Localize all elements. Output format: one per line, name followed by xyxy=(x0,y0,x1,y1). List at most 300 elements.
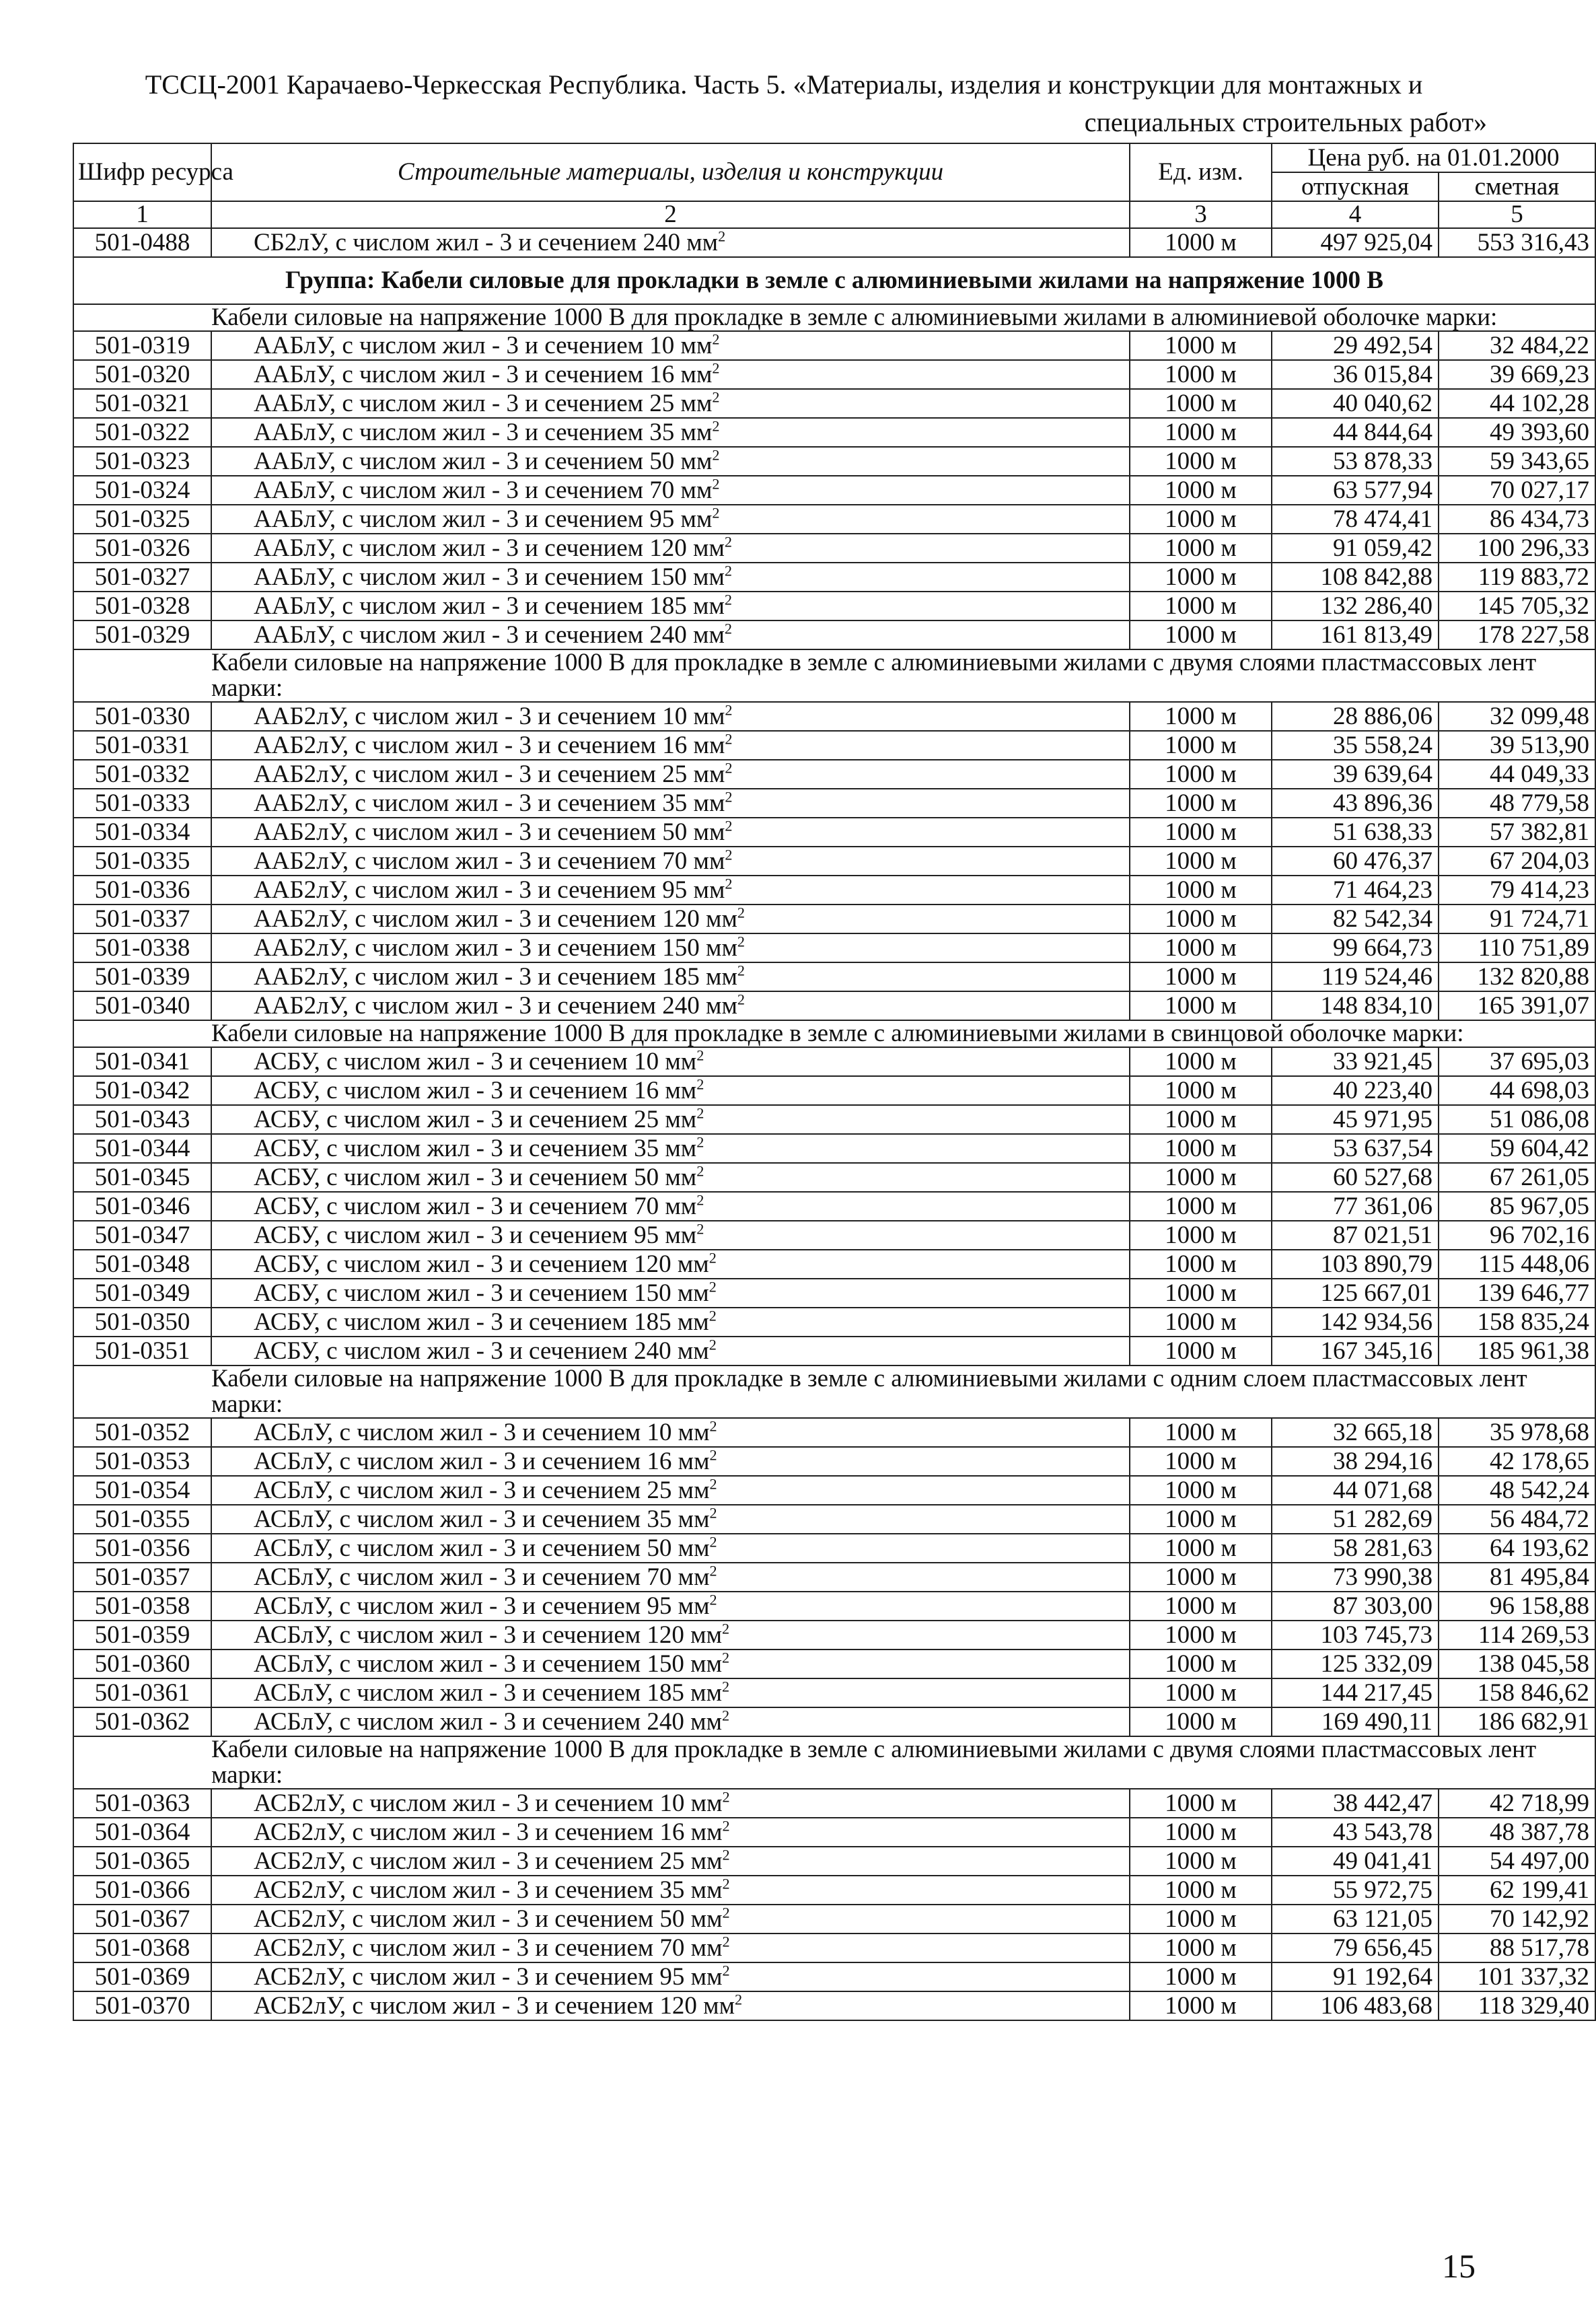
estimate-price: 37 695,03 xyxy=(1439,1047,1595,1076)
resource-code: 501-0350 xyxy=(73,1308,211,1337)
resource-code: 501-0358 xyxy=(73,1592,211,1621)
unit: 1000 м xyxy=(1130,1621,1272,1650)
estimate-price: 70 142,92 xyxy=(1439,1905,1595,1934)
resource-code: 501-0337 xyxy=(73,905,211,933)
section-heading: Кабели силовые на напряжение 1000 В для прокладке в земле с алюминиевыми жилами с одним слоем пластмассовых лент марки: xyxy=(73,1366,1595,1418)
release-price: 44 071,68 xyxy=(1272,1476,1439,1505)
unit: 1000 м xyxy=(1130,418,1272,447)
unit: 1000 м xyxy=(1130,228,1272,257)
release-price: 36 015,84 xyxy=(1272,360,1439,389)
unit: 1000 м xyxy=(1130,818,1272,847)
material-name: ААБлУ, с числом жил - 3 и сечением 120 $мм^2$ xyxy=(211,534,1130,563)
estimate-price: 62 199,41 xyxy=(1439,1876,1595,1905)
material-name: АСБлУ, с числом жил - 3 и сечением 120 $мм^2$ xyxy=(211,1621,1130,1650)
material-name: АСБлУ, с числом жил - 3 и сечением 35 $мм^2$ xyxy=(211,1505,1130,1534)
release-price: 43 543,78 xyxy=(1272,1818,1439,1847)
table-row xyxy=(73,1962,1595,1991)
col-number: 5 xyxy=(1439,201,1595,228)
estimate-price: 114 269,53 xyxy=(1439,1621,1595,1650)
col-number: 4 xyxy=(1272,201,1439,228)
unit: 1000 м xyxy=(1130,1279,1272,1308)
material-name: АСБУ, с числом жил - 3 и сечением 240 $мм^2$ xyxy=(211,1337,1130,1366)
section-heading-row xyxy=(73,304,1595,331)
col-number: 2 xyxy=(211,201,1130,228)
material-name: АСБлУ, с числом жил - 3 и сечением 70 $мм^2$ xyxy=(211,1563,1130,1592)
resource-code: 501-0321 xyxy=(73,389,211,418)
estimate-price: 81 495,84 xyxy=(1439,1563,1595,1592)
material-name: АСБ2лУ, с числом жил - 3 и сечением 35 $мм^2$ xyxy=(211,1876,1130,1905)
table-row xyxy=(73,818,1595,847)
release-price: 71 464,23 xyxy=(1272,876,1439,905)
resource-code: 501-0353 xyxy=(73,1447,211,1476)
release-price: 53 637,54 xyxy=(1272,1134,1439,1163)
unit: 1000 м xyxy=(1130,1308,1272,1337)
material-name: АСБ2лУ, с числом жил - 3 и сечением 50 $мм^2$ xyxy=(211,1905,1130,1934)
release-price: 29 492,54 xyxy=(1272,331,1439,360)
release-price: 73 990,38 xyxy=(1272,1563,1439,1592)
column-numbers-row xyxy=(73,201,1595,228)
estimate-price: 44 102,28 xyxy=(1439,389,1595,418)
material-name: АСБУ, с числом жил - 3 и сечением 10 $мм^2$ xyxy=(211,1047,1130,1076)
table-row xyxy=(73,1308,1595,1337)
estimate-price: 42 718,99 xyxy=(1439,1789,1595,1818)
release-price: 63 121,05 xyxy=(1272,1905,1439,1934)
estimate-price: 186 682,91 xyxy=(1439,1707,1595,1736)
material-name: АСБУ, с числом жил - 3 и сечением 120 $мм^2$ xyxy=(211,1250,1130,1279)
table-row xyxy=(73,1047,1595,1076)
resource-code: 501-0348 xyxy=(73,1250,211,1279)
unit: 1000 м xyxy=(1130,1592,1272,1621)
unit: 1000 м xyxy=(1130,760,1272,789)
release-price: 39 639,64 xyxy=(1272,760,1439,789)
estimate-price: 35 978,68 xyxy=(1439,1418,1595,1447)
document-title xyxy=(74,66,1494,141)
release-price: 148 834,10 xyxy=(1272,991,1439,1020)
estimate-price: 57 382,81 xyxy=(1439,818,1595,847)
estimate-price: 56 484,72 xyxy=(1439,1505,1595,1534)
resource-code: 501-0357 xyxy=(73,1563,211,1592)
release-price: 55 972,75 xyxy=(1272,1876,1439,1905)
material-name: ААБ2лУ, с числом жил - 3 и сечением 185 $мм^2$ xyxy=(211,962,1130,991)
resource-code: 501-0362 xyxy=(73,1707,211,1736)
table-row xyxy=(73,702,1595,731)
table-row xyxy=(73,876,1595,905)
table-row xyxy=(73,534,1595,563)
material-name: АСБлУ, с числом жил - 3 и сечением 240 $мм^2$ xyxy=(211,1707,1130,1736)
resource-code: 501-0338 xyxy=(73,933,211,962)
col-number: 1 xyxy=(73,201,211,228)
resource-code: 501-0354 xyxy=(73,1476,211,1505)
unit: 1000 м xyxy=(1130,702,1272,731)
material-name: АСБУ, с числом жил - 3 и сечением 50 $мм^2$ xyxy=(211,1163,1130,1192)
resource-code: 501-0356 xyxy=(73,1534,211,1563)
unit: 1000 м xyxy=(1130,1991,1272,2020)
unit: 1000 м xyxy=(1130,1047,1272,1076)
release-price: 87 021,51 xyxy=(1272,1221,1439,1250)
release-price: 91 192,64 xyxy=(1272,1962,1439,1991)
estimate-price: 158 846,62 xyxy=(1439,1678,1595,1707)
resource-code: 501-0369 xyxy=(73,1962,211,1991)
title-line-2: специальных строительных работ» xyxy=(1084,107,1487,137)
resource-code: 501-0343 xyxy=(73,1105,211,1134)
table-row xyxy=(73,991,1595,1020)
section-heading: Кабели силовые на напряжение 1000 В для прокладке в земле с алюминиевыми жилами в алюминиевой оболочке марки: xyxy=(73,304,1595,331)
release-price: 169 490,11 xyxy=(1272,1707,1439,1736)
material-name: ААБлУ, с числом жил - 3 и сечением 185 $мм^2$ xyxy=(211,592,1130,620)
estimate-price: 48 542,24 xyxy=(1439,1476,1595,1505)
estimate-price: 139 646,77 xyxy=(1439,1279,1595,1308)
release-price: 35 558,24 xyxy=(1272,731,1439,760)
material-name: АСБ2лУ, с числом жил - 3 и сечением 10 $мм^2$ xyxy=(211,1789,1130,1818)
section-heading: Кабели силовые на напряжение 1000 В для прокладке в земле с алюминиевыми жилами в свинцовой оболочке марки: xyxy=(73,1020,1595,1047)
estimate-price: 48 779,58 xyxy=(1439,789,1595,818)
resource-code: 501-0334 xyxy=(73,818,211,847)
table-row xyxy=(73,1818,1595,1847)
material-name: АСБ2лУ, с числом жил - 3 и сечением 25 $мм^2$ xyxy=(211,1847,1130,1876)
release-price: 28 886,06 xyxy=(1272,702,1439,731)
unit: 1000 м xyxy=(1130,1678,1272,1707)
resource-code: 501-0360 xyxy=(73,1650,211,1678)
release-price: 40 040,62 xyxy=(1272,389,1439,418)
estimate-price: 44 698,03 xyxy=(1439,1076,1595,1105)
unit: 1000 м xyxy=(1130,1563,1272,1592)
table-row xyxy=(73,1905,1595,1934)
material-name: ААБ2лУ, с числом жил - 3 и сечением 120 $мм^2$ xyxy=(211,905,1130,933)
estimate-price: 67 261,05 xyxy=(1439,1163,1595,1192)
release-price: 91 059,42 xyxy=(1272,534,1439,563)
table-row xyxy=(73,592,1595,620)
table-row xyxy=(73,360,1595,389)
unit: 1000 м xyxy=(1130,1192,1272,1221)
resource-code: 501-0370 xyxy=(73,1991,211,2020)
table-row xyxy=(73,1621,1595,1650)
material-name: АСБлУ, с числом жил - 3 и сечением 185 $мм^2$ xyxy=(211,1678,1130,1707)
release-price: 40 223,40 xyxy=(1272,1076,1439,1105)
estimate-price: 145 705,32 xyxy=(1439,592,1595,620)
unit: 1000 м xyxy=(1130,905,1272,933)
estimate-price: 88 517,78 xyxy=(1439,1934,1595,1962)
material-name: ААБлУ, с числом жил - 3 и сечением 16 $мм^2$ xyxy=(211,360,1130,389)
estimate-price: 44 049,33 xyxy=(1439,760,1595,789)
resource-code: 501-0352 xyxy=(73,1418,211,1447)
unit: 1000 м xyxy=(1130,1505,1272,1534)
material-name: СБ2лУ, с числом жил - 3 и сечением 240 $мм^2$ xyxy=(211,228,1130,257)
table-row xyxy=(73,1847,1595,1876)
unit: 1000 м xyxy=(1130,1962,1272,1991)
estimate-price: 67 204,03 xyxy=(1439,847,1595,876)
estimate-price: 70 027,17 xyxy=(1439,476,1595,505)
estimate-price: 119 883,72 xyxy=(1439,563,1595,592)
material-name: ААБ2лУ, с числом жил - 3 и сечением 95 $мм^2$ xyxy=(211,876,1130,905)
table-row xyxy=(73,1707,1595,1736)
estimate-price: 118 329,40 xyxy=(1439,1991,1595,2020)
unit: 1000 м xyxy=(1130,1163,1272,1192)
material-name: АСБУ, с числом жил - 3 и сечением 95 $мм^2$ xyxy=(211,1221,1130,1250)
section-heading-row xyxy=(73,1366,1595,1418)
material-name: ААБлУ, с числом жил - 3 и сечением 10 $мм^2$ xyxy=(211,331,1130,360)
unit: 1000 м xyxy=(1130,731,1272,760)
table-row xyxy=(73,1934,1595,1962)
estimate-price: 32 099,48 xyxy=(1439,702,1595,731)
unit: 1000 м xyxy=(1130,962,1272,991)
release-price: 144 217,45 xyxy=(1272,1678,1439,1707)
release-price: 78 474,41 xyxy=(1272,505,1439,534)
material-name: ААБ2лУ, с числом жил - 3 и сечением 150 $мм^2$ xyxy=(211,933,1130,962)
release-price: 38 294,16 xyxy=(1272,1447,1439,1476)
section-heading: Кабели силовые на напряжение 1000 В для прокладке в земле с алюминиевыми жилами с двумя слоями пластмассовых лент марки: xyxy=(73,1736,1595,1789)
table-row xyxy=(73,1076,1595,1105)
table-row xyxy=(73,1505,1595,1534)
resource-code: 501-0347 xyxy=(73,1221,211,1250)
estimate-price: 91 724,71 xyxy=(1439,905,1595,933)
table-row xyxy=(73,1563,1595,1592)
release-price: 106 483,68 xyxy=(1272,1991,1439,2020)
estimate-price: 39 669,23 xyxy=(1439,360,1595,389)
estimate-price: 96 702,16 xyxy=(1439,1221,1595,1250)
group-title: Группа: Кабели силовые для прокладки в земле с алюминиевыми жилами на напряжение 1000 В xyxy=(73,257,1595,304)
header-price: Цена руб. на 01.01.2000 xyxy=(1272,143,1595,172)
material-name: ААБ2лУ, с числом жил - 3 и сечением 70 $мм^2$ xyxy=(211,847,1130,876)
release-price: 43 896,36 xyxy=(1272,789,1439,818)
resource-code: 501-0365 xyxy=(73,1847,211,1876)
resource-code: 501-0323 xyxy=(73,447,211,476)
material-name: АСБлУ, с числом жил - 3 и сечением 16 $мм^2$ xyxy=(211,1447,1130,1476)
material-name: АСБУ, с числом жил - 3 и сечением 150 $мм^2$ xyxy=(211,1279,1130,1308)
resource-code: 501-0319 xyxy=(73,331,211,360)
material-name: ААБлУ, с числом жил - 3 и сечением 35 $мм^2$ xyxy=(211,418,1130,447)
estimate-price: 86 434,73 xyxy=(1439,505,1595,534)
resource-code: 501-0335 xyxy=(73,847,211,876)
unit: 1000 м xyxy=(1130,360,1272,389)
material-name: ААБлУ, с числом жил - 3 и сечением 25 $мм^2$ xyxy=(211,389,1130,418)
table-row xyxy=(73,760,1595,789)
unit: 1000 м xyxy=(1130,1847,1272,1876)
estimate-price: 101 337,32 xyxy=(1439,1962,1595,1991)
unit: 1000 м xyxy=(1130,847,1272,876)
estimate-price: 54 497,00 xyxy=(1439,1847,1595,1876)
col-number: 3 xyxy=(1130,201,1272,228)
material-name: АСБлУ, с числом жил - 3 и сечением 50 $мм^2$ xyxy=(211,1534,1130,1563)
resource-code: 501-0488 xyxy=(73,228,211,257)
estimate-price: 178 227,58 xyxy=(1439,620,1595,649)
material-name: АСБлУ, с числом жил - 3 и сечением 150 $мм^2$ xyxy=(211,1650,1130,1678)
unit: 1000 м xyxy=(1130,592,1272,620)
table-row xyxy=(73,1337,1595,1366)
estimate-price: 100 296,33 xyxy=(1439,534,1595,563)
resource-code: 501-0320 xyxy=(73,360,211,389)
resource-code: 501-0342 xyxy=(73,1076,211,1105)
table-row xyxy=(73,228,1595,257)
material-name: ААБлУ, с числом жил - 3 и сечением 70 $мм^2$ xyxy=(211,476,1130,505)
estimate-price: 165 391,07 xyxy=(1439,991,1595,1020)
estimate-price: 115 448,06 xyxy=(1439,1250,1595,1279)
resource-code: 501-0359 xyxy=(73,1621,211,1650)
release-price: 103 745,73 xyxy=(1272,1621,1439,1650)
page-number: 15 xyxy=(1442,2247,1476,2285)
resource-code: 501-0328 xyxy=(73,592,211,620)
table-row xyxy=(73,731,1595,760)
release-price: 497 925,04 xyxy=(1272,228,1439,257)
resource-code: 501-0327 xyxy=(73,563,211,592)
unit: 1000 м xyxy=(1130,1905,1272,1934)
unit: 1000 м xyxy=(1130,876,1272,905)
release-price: 58 281,63 xyxy=(1272,1534,1439,1563)
material-name: АСБ2лУ, с числом жил - 3 и сечением 16 $мм^2$ xyxy=(211,1818,1130,1847)
release-price: 132 286,40 xyxy=(1272,592,1439,620)
estimate-price: 85 967,05 xyxy=(1439,1192,1595,1221)
table-row xyxy=(73,418,1595,447)
header-estimate: сметная xyxy=(1439,172,1595,201)
material-name: ААБлУ, с числом жил - 3 и сечением 150 $мм^2$ xyxy=(211,563,1130,592)
resource-code: 501-0366 xyxy=(73,1876,211,1905)
estimate-price: 138 045,58 xyxy=(1439,1650,1595,1678)
section-heading-row xyxy=(73,1736,1595,1789)
table-row xyxy=(73,847,1595,876)
resource-code: 501-0361 xyxy=(73,1678,211,1707)
header-row xyxy=(73,143,1595,172)
resource-code: 501-0355 xyxy=(73,1505,211,1534)
release-price: 51 638,33 xyxy=(1272,818,1439,847)
table-row xyxy=(73,1221,1595,1250)
resource-code: 501-0333 xyxy=(73,789,211,818)
release-price: 38 442,47 xyxy=(1272,1789,1439,1818)
table-row xyxy=(73,1105,1595,1134)
unit: 1000 м xyxy=(1130,1418,1272,1447)
resource-code: 501-0326 xyxy=(73,534,211,563)
resource-code: 501-0322 xyxy=(73,418,211,447)
estimate-price: 59 604,42 xyxy=(1439,1134,1595,1163)
unit: 1000 м xyxy=(1130,1707,1272,1736)
table-row xyxy=(73,1447,1595,1476)
material-name: ААБ2лУ, с числом жил - 3 и сечением 16 $мм^2$ xyxy=(211,731,1130,760)
unit: 1000 м xyxy=(1130,1076,1272,1105)
section-heading-row xyxy=(73,649,1595,702)
release-price: 49 041,41 xyxy=(1272,1847,1439,1876)
estimate-price: 48 387,78 xyxy=(1439,1818,1595,1847)
unit: 1000 м xyxy=(1130,447,1272,476)
unit: 1000 м xyxy=(1130,1650,1272,1678)
material-name: ААБ2лУ, с числом жил - 3 и сечением 10 $мм^2$ xyxy=(211,702,1130,731)
estimate-price: 39 513,90 xyxy=(1439,731,1595,760)
table-row xyxy=(73,389,1595,418)
table-row xyxy=(73,476,1595,505)
resource-code: 501-0331 xyxy=(73,731,211,760)
material-name: АСБУ, с числом жил - 3 и сечением 16 $мм^2$ xyxy=(211,1076,1130,1105)
resource-code: 501-0367 xyxy=(73,1905,211,1934)
release-price: 87 303,00 xyxy=(1272,1592,1439,1621)
resource-code: 501-0339 xyxy=(73,962,211,991)
resource-code: 501-0344 xyxy=(73,1134,211,1163)
unit: 1000 м xyxy=(1130,389,1272,418)
table-row xyxy=(73,1592,1595,1621)
unit: 1000 м xyxy=(1130,1534,1272,1563)
table-row xyxy=(73,1192,1595,1221)
release-price: 142 934,56 xyxy=(1272,1308,1439,1337)
header-release: отпускная xyxy=(1272,172,1439,201)
header-name: Строительные материалы, изделия и конструкции xyxy=(211,143,1130,201)
material-name: АСБУ, с числом жил - 3 и сечением 70 $мм^2$ xyxy=(211,1192,1130,1221)
table-row xyxy=(73,1279,1595,1308)
unit: 1000 м xyxy=(1130,1250,1272,1279)
material-name: АСБУ, с числом жил - 3 и сечением 35 $мм^2$ xyxy=(211,1134,1130,1163)
unit: 1000 м xyxy=(1130,331,1272,360)
unit: 1000 м xyxy=(1130,1105,1272,1134)
estimate-price: 79 414,23 xyxy=(1439,876,1595,905)
material-name: ААБлУ, с числом жил - 3 и сечением 50 $мм^2$ xyxy=(211,447,1130,476)
release-price: 51 282,69 xyxy=(1272,1505,1439,1534)
release-price: 53 878,33 xyxy=(1272,447,1439,476)
resource-code: 501-0341 xyxy=(73,1047,211,1076)
table-row xyxy=(73,1250,1595,1279)
unit: 1000 м xyxy=(1130,1818,1272,1847)
section-heading: Кабели силовые на напряжение 1000 В для прокладке в земле с алюминиевыми жилами с двумя слоями пластмассовых лент марки: xyxy=(73,649,1595,702)
unit: 1000 м xyxy=(1130,933,1272,962)
table-row xyxy=(73,1991,1595,2020)
material-name: АСБУ, с числом жил - 3 и сечением 25 $мм^2$ xyxy=(211,1105,1130,1134)
release-price: 60 527,68 xyxy=(1272,1163,1439,1192)
material-name: ААБ2лУ, с числом жил - 3 и сечением 35 $мм^2$ xyxy=(211,789,1130,818)
release-price: 79 656,45 xyxy=(1272,1934,1439,1962)
table-row xyxy=(73,1476,1595,1505)
release-price: 44 844,64 xyxy=(1272,418,1439,447)
table-row xyxy=(73,933,1595,962)
resource-code: 501-0329 xyxy=(73,620,211,649)
group-row xyxy=(73,257,1595,304)
release-price: 125 667,01 xyxy=(1272,1279,1439,1308)
estimate-price: 553 316,43 xyxy=(1439,228,1595,257)
estimate-price: 51 086,08 xyxy=(1439,1105,1595,1134)
unit: 1000 м xyxy=(1130,1447,1272,1476)
release-price: 60 476,37 xyxy=(1272,847,1439,876)
resource-code: 501-0325 xyxy=(73,505,211,534)
table-row xyxy=(73,505,1595,534)
unit: 1000 м xyxy=(1130,1221,1272,1250)
resource-code: 501-0364 xyxy=(73,1818,211,1847)
material-name: АСБ2лУ, с числом жил - 3 и сечением 95 $мм^2$ xyxy=(211,1962,1130,1991)
resource-code: 501-0363 xyxy=(73,1789,211,1818)
material-name: ААБ2лУ, с числом жил - 3 и сечением 50 $мм^2$ xyxy=(211,818,1130,847)
estimate-price: 158 835,24 xyxy=(1439,1308,1595,1337)
material-name: АСБлУ, с числом жил - 3 и сечением 25 $мм^2$ xyxy=(211,1476,1130,1505)
unit: 1000 м xyxy=(1130,991,1272,1020)
material-name: ААБ2лУ, с числом жил - 3 и сечением 25 $мм^2$ xyxy=(211,760,1130,789)
estimate-price: 32 484,22 xyxy=(1439,331,1595,360)
release-price: 45 971,95 xyxy=(1272,1105,1439,1134)
table-row xyxy=(73,1534,1595,1563)
table-row xyxy=(73,1134,1595,1163)
table-row xyxy=(73,620,1595,649)
material-name: АСБ2лУ, с числом жил - 3 и сечением 120 $мм^2$ xyxy=(211,1991,1130,2020)
resource-code: 501-0336 xyxy=(73,876,211,905)
resource-code: 501-0349 xyxy=(73,1279,211,1308)
table-row xyxy=(73,1678,1595,1707)
table-row xyxy=(73,905,1595,933)
estimate-price: 49 393,60 xyxy=(1439,418,1595,447)
resource-code: 501-0332 xyxy=(73,760,211,789)
resource-code: 501-0345 xyxy=(73,1163,211,1192)
release-price: 99 664,73 xyxy=(1272,933,1439,962)
unit: 1000 м xyxy=(1130,476,1272,505)
table-row xyxy=(73,563,1595,592)
release-price: 63 577,94 xyxy=(1272,476,1439,505)
material-name: АСБлУ, с числом жил - 3 и сечением 10 $мм^2$ xyxy=(211,1418,1130,1447)
unit: 1000 м xyxy=(1130,1789,1272,1818)
estimate-price: 59 343,65 xyxy=(1439,447,1595,476)
price-table xyxy=(73,143,1596,2021)
title-line-1: ТССЦ-2001 Карачаево-Черкесская Республика. Часть 5. «Материалы, изделия и конструкции для монтажных и xyxy=(145,69,1423,100)
unit: 1000 м xyxy=(1130,1476,1272,1505)
release-price: 167 345,16 xyxy=(1272,1337,1439,1366)
